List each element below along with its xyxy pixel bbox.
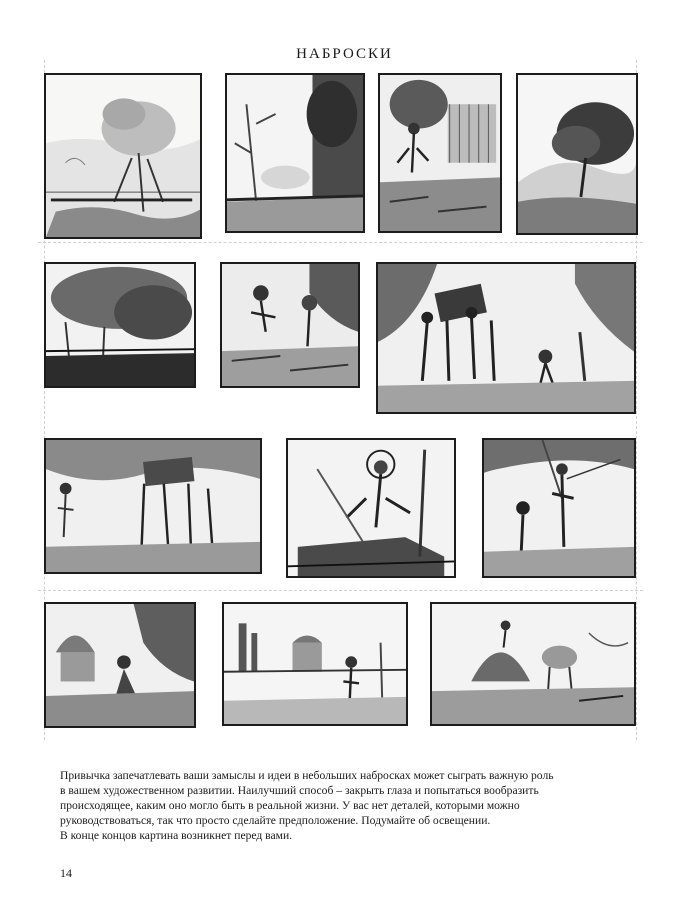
body-text-line: в вашем художественном развитии. Наилучший способ – закрыть глаза и попытаться вообразить <box>60 784 539 797</box>
sketch-2 <box>225 73 365 233</box>
sketch-4 <box>516 73 638 235</box>
page-number: 14 <box>60 866 72 880</box>
guide-line <box>38 590 643 591</box>
sketch-6 <box>220 262 360 388</box>
sketch-13 <box>430 602 636 726</box>
sketch-7 <box>376 262 636 414</box>
body-text-line: происходящее, каким оно могло быть в реальной жизни. У вас нет деталей, которыми можно <box>60 799 520 812</box>
guide-line <box>38 242 643 243</box>
body-text-line: Привычка запечатлевать ваши замыслы и идеи в небольших набросках может сыграть важную роль <box>60 769 554 782</box>
sketch-11 <box>44 602 196 728</box>
sketch-9 <box>286 438 456 578</box>
sketch-3 <box>378 73 502 233</box>
page-title: НАБРОСКИ <box>296 46 393 63</box>
body-text <box>60 768 620 843</box>
sketch-12 <box>222 602 408 726</box>
sketch-8 <box>44 438 262 574</box>
body-text-line: В конце концов картина возникнет перед вами. <box>60 829 293 842</box>
body-text-line: руководствоваться, так что просто сделайте предположение. Подумайте об освещении. <box>60 814 491 827</box>
sketch-1 <box>44 73 202 239</box>
sketch-5 <box>44 262 196 388</box>
sketch-10 <box>482 438 636 578</box>
